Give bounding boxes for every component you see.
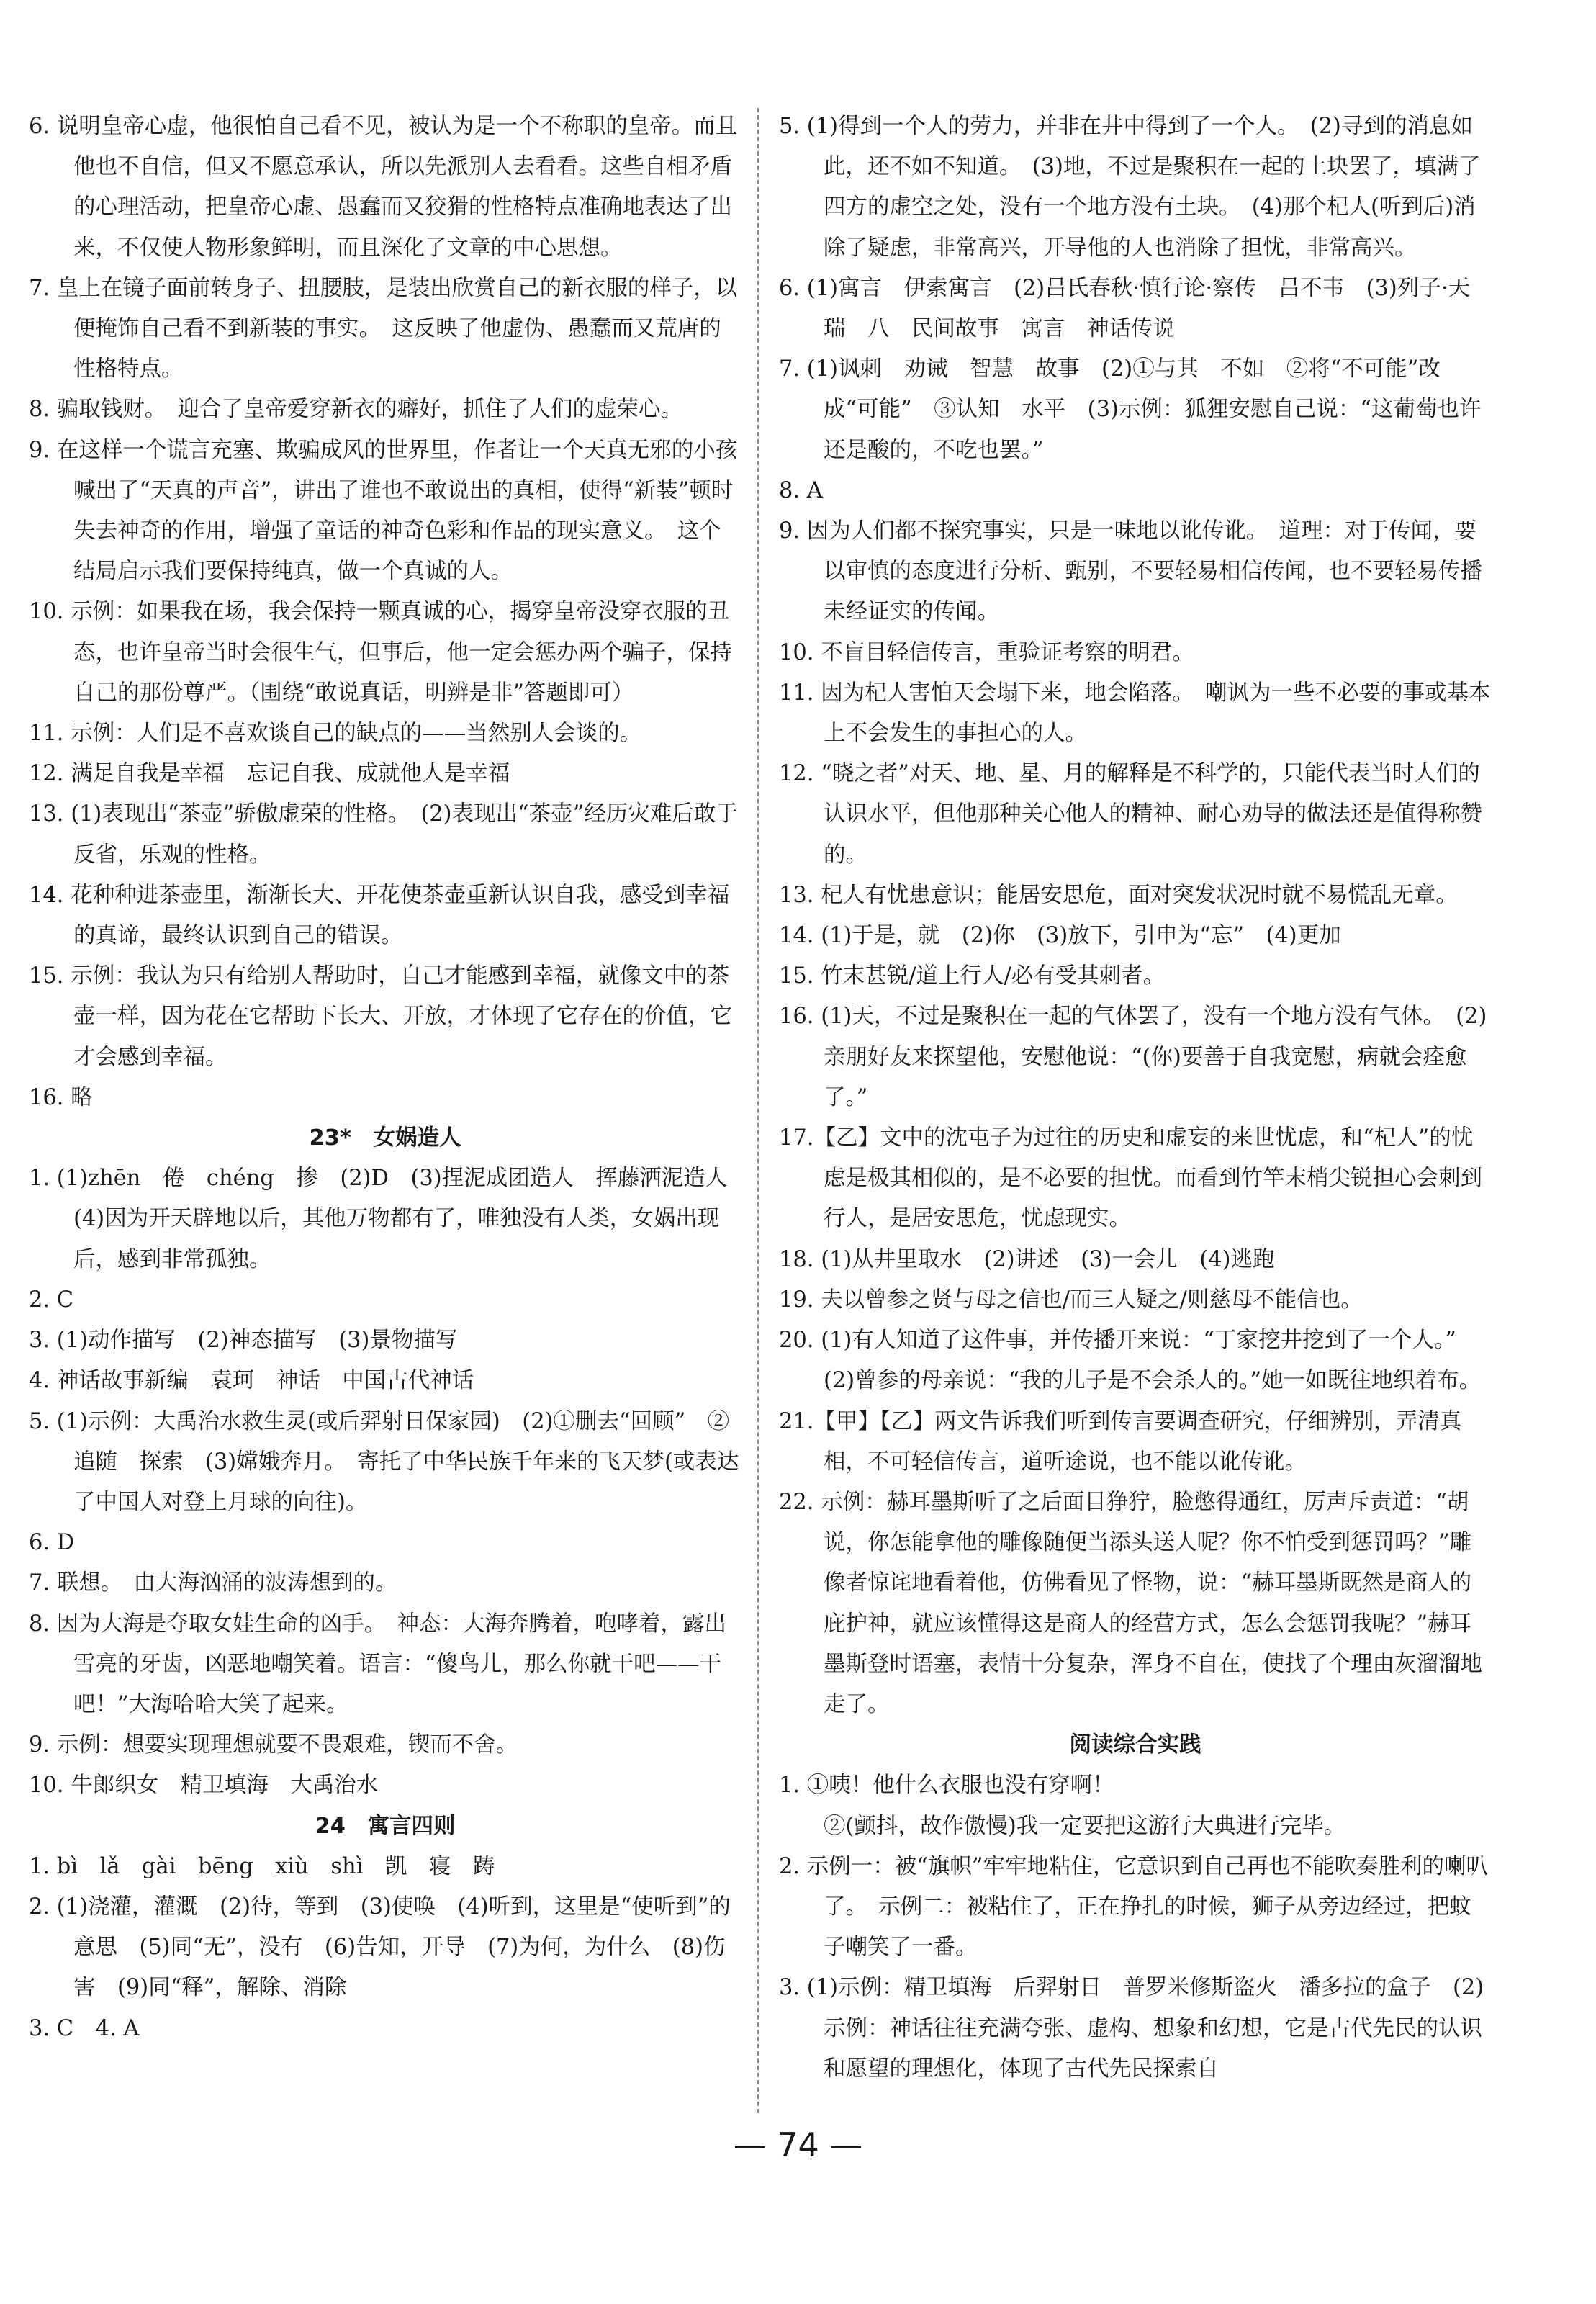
- answer-item: 21.【甲】【乙】两文告诉我们听到传言要调查研究，仔细辨别，弄清真相，不可轻信传言，道听途说，也不能以讹传讹。: [779, 1408, 1462, 1475]
- answer-item: 20. (1)有人知道了这件事，并传播开来说：“丁家挖井挖到了一个人。” (2)曾参的母亲说：“我的儿子是不会杀人的。”她一如既往地织着布。: [779, 1328, 1482, 1394]
- answer-item: 5. (1)得到一个人的劳力，并非在井中得到了一个人。 (2)寻到的消息如此，还不如不知道。 (3)地，不过是聚积在一起的土块罢了，填满了四方的虚空之处，没有一个地方没有土块。 (4)那个杞人(听到后)消除了疑虑，非常高兴，开导他的人也消除了担忧，非常高兴。: [779, 114, 1481, 261]
- column-divider: [757, 108, 759, 2113]
- answer-item: 11. 示例：人们是不喜欢谈自己的缺点的——当然别人会谈的。: [29, 721, 642, 747]
- answer-item: 2. C: [29, 1287, 74, 1313]
- answer-item: 7. (1)讽刺 劝诫 智慧 故事 (2)①与其 不如 ②将“不可能”改成“可能” ③认知 水平 (3)示例：狐狸安慰自己说：“这葡萄也许还是酸的，不吃也罢。”: [779, 356, 1482, 463]
- answer-item: 15. 示例：我认为只有给别人帮助时，自己才能感到幸福，就像文中的茶壶一样，因为花在它帮助下长大、开放，才体现了它存在的价值，它才会感到幸福。: [29, 963, 732, 1070]
- answer-item: 15. 竹末甚锐/道上行人/必有受其刺者。: [779, 963, 1166, 989]
- answer-item: 11. 因为杞人害怕天会塌下来，地会陷落。 嘲讽为一些不必要的事或基本上不会发生的事担心的人。: [779, 680, 1491, 747]
- answer-item: 22. 示例：赫耳墨斯听了之后面目狰狞，脸憋得通红，厉声斥责道：“胡说，你怎能拿他的雕像随便当添头送人呢？你不怕受到惩罚吗？”雕像者惊诧地看着他，仿佛看见了怪物，说：“赫耳墨斯既然是商人的庇护神，就应该懂得这是商人的经营方式，怎么会惩罚我呢？”赫耳墨斯登时语塞，表情十分复杂，浑身不自在，使找了个理由灰溜溜地走了。: [779, 1489, 1482, 1717]
- answer-item: 10. 牛郎织女 精卫填海 大禹治水: [29, 1773, 379, 1799]
- answer-item: 1. (1)zhēn 倦 chéng 掺 (2)D (3)捏泥成团造人 挥藤洒泥造人 (4)因为开天辟地以后，其他万物都有了，唯独没有人类，女娲出现后，感到非常孤独。: [29, 1166, 749, 1272]
- answer-item: 6. 说明皇帝心虚，他很怕自己看不见，被认为是一个不称职的皇帝。而且他也不自信，但又不愿意承认，所以先派别人去看看。这些自相矛盾的心理活动，把皇帝心虚、愚蠢而又狡猾的性格特点准确地表达了出来，不仅使人物形象鲜明，而且深化了文章的中心思想。: [29, 114, 738, 261]
- answer-item: 12. 满足自我是幸福 忘记自我、成就他人是幸福: [29, 761, 510, 787]
- section-heading: 阅读综合实践: [1069, 1732, 1201, 1758]
- answer-item: 4. 神话故事新编 袁珂 神话 中国古代神话: [29, 1368, 474, 1394]
- answer-item: 10. 不盲目轻信传言，重验证考察的明君。: [779, 639, 1194, 665]
- answer-item: 6. (1)寓言 伊索寓言 (2)吕氏春秋·慎行论·察传 吕不韦 (3)列子·天瑞 八 民间故事 寓言 神话传说: [779, 275, 1470, 342]
- answer-item: 8. A: [779, 477, 823, 503]
- answer-item: 8. 骗取钱财。 迎合了皇帝爱穿新衣的癖好，抓住了人们的虚荣心。: [29, 397, 683, 423]
- answer-item: 16. 略: [29, 1084, 93, 1110]
- answer-item: 10. 示例：如果我在场，我会保持一颗真诚的心，揭穿皇帝没穿衣服的丑态，也许皇帝当时会很生气，但事后，他一定会惩办两个骗子，保持自己的那份尊严。（围绕“敢说真话，明辨是非”答题即可）: [29, 599, 732, 706]
- answer-item: 9. 因为人们都不探究事实，只是一味地以讹传讹。 道理：对于传闻，要以审慎的态度进行分析、甄别，不要轻易相信传闻，也不要轻易传播未经证实的传闻。: [779, 518, 1482, 625]
- answer-item: 1. ①咦！他什么衣服也没有穿啊！: [779, 1773, 1114, 1799]
- answer-item: 3. (1)动作描写 (2)神态描写 (3)景物描写: [29, 1328, 458, 1354]
- left-column: [29, 107, 749, 2049]
- answer-item: 2. 示例一：被“旗帜”牢牢地粘住，它意识到自己再也不能吹奏胜利的喇叭了。 示例二：被粘住了，正在挣扎的时候，狮子从旁边经过，把蚊子嘲笑了一番。: [779, 1853, 1488, 1961]
- answer-item: 12. “晓之者”对天、地、星、月的解释是不科学的，只能代表当时人们的认识水平，但他那种关心他人的精神、耐心劝导的做法还是值得称赞的。: [779, 761, 1482, 868]
- answer-item: 7. 皇上在镜子面前转身子、扭腰肢，是装出欣赏自己的新衣服的样子，以便掩饰自己看不到新装的事实。 这反映了他虚伪、愚蠢而又荒唐的性格特点。: [29, 275, 738, 382]
- answer-item: 19. 夫以曾参之贤与母之信也/而三人疑之/则慈母不能信也。: [779, 1287, 1363, 1313]
- answer-item: 2. (1)浇灌，灌溉 (2)待，等到 (3)使唤 (4)听到，这里是“使听到”的意思 (5)同“无”，没有 (6)告知，开导 (7)为何，为什么 (8)伤害 (9)同“释”，解除、消除: [29, 1894, 731, 2001]
- section-heading: 24 寓言四则: [315, 1813, 456, 1839]
- answer-item: 9. 在这样一个谎言充塞、欺骗成风的世界里，作者让一个天真无邪的小孩喊出了“天真的声音”，讲出了谁也不敢说出的真相，使得“新装”顿时失去神奇的作用，增强了童话的神奇色彩和作品的现实意义。 这个结局启示我们要保持纯真，做一个真诚的人。: [29, 437, 738, 585]
- answer-item: 13. (1)表现出“茶壶”骄傲虚荣的性格。 (2)表现出“茶壶”经历灾难后敢于反省，乐观的性格。: [29, 801, 738, 868]
- answer-item: 14. (1)于是，就 (2)你 (3)放下，引申为“忘” (4)更加: [779, 923, 1341, 949]
- answer-item: 7. 联想。 由大海汹涌的波涛想到的。: [29, 1570, 397, 1596]
- answer-item: 13. 杞人有忧患意识；能居安思危，面对突发状况时就不易慌乱无章。: [779, 882, 1458, 908]
- answer-item: 18. (1)从井里取水 (2)讲述 (3)一会儿 (4)逃跑: [779, 1246, 1275, 1272]
- answer-item: 6. D: [29, 1530, 75, 1556]
- answer-item: 8. 因为大海是夺取女娃生命的凶手。 神态：大海奔腾着，咆哮着，露出雪亮的牙齿，凶恶地嘲笑着。语言：“傻鸟儿，那么你就干吧——干吧！”大海哈哈大笑了起来。: [29, 1611, 727, 1717]
- right-column: [779, 107, 1492, 2089]
- answer-item: 14. 花种种进茶壶里，渐渐长大、开花使茶壶重新认识自我，感受到幸福的真谛，最终认识到自己的错误。: [29, 882, 730, 949]
- answer-item: 3. C 4. A: [29, 2015, 140, 2041]
- answer-item: 9. 示例：想要实现理想就要不畏艰难，锲而不舍。: [29, 1732, 518, 1758]
- answer-item: 5. (1)示例：大禹治水救生灵(或后羿射日保家园) (2)①删去“回顾” ②追随 探索 (3)嫦娥奔月。 寄托了中华民族千年来的飞天梦(或表达了中国人对登上月球的向往)。: [29, 1408, 739, 1515]
- answer-continuation: ②(颤抖，故作傲慢)我一定要把这游行大典进行完毕。: [824, 1813, 1346, 1839]
- answer-item: 17.【乙】文中的沈屯子为过往的历史和虚妄的来世忧虑，和“杞人”的忧虑是极其相似的，是不必要的担忧。而看到竹竿末梢尖锐担心会刺到行人，是居安思危，忧虑现实。: [779, 1125, 1482, 1232]
- section-heading: 23* 女娲造人: [309, 1125, 461, 1151]
- answer-item: 16. (1)天，不过是聚积在一起的气体罢了，没有一个地方没有气体。 (2)亲朋好友来探望他，安慰他说：“(你)要善于自我宽慰，病就会痊愈了。”: [779, 1004, 1487, 1110]
- answer-item: 3. (1)示例：精卫填海 后羿射日 普罗米修斯盗火 潘多拉的盒子 (2)示例：神话往往充满夸张、虚构、想象和幻想，它是古代先民的认识和愿望的理想化，体现了古代先民探索自: [779, 1975, 1484, 2082]
- page-number: — 74 —: [733, 2125, 863, 2164]
- answer-item: 1. bì lǎ gài bēng xiù shì 凯 寝 踌: [29, 1853, 495, 1879]
